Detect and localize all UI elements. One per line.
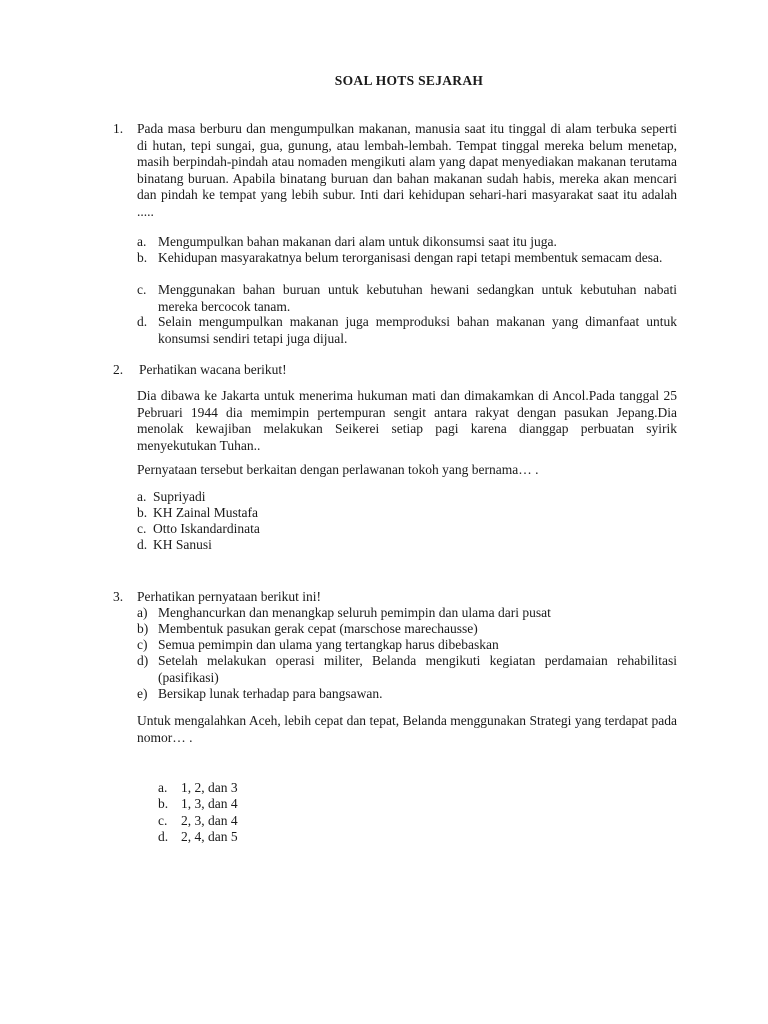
q2-option-c-text: Otto Iskandardinata — [153, 521, 260, 536]
q2-option-d-label: d. — [137, 537, 148, 552]
q2-option-c-label: c. — [137, 521, 147, 536]
q2-option-d-text: KH Sanusi — [153, 537, 212, 552]
q3-option-b-text: 1, 3, dan 4 — [181, 796, 238, 811]
question-2-prompt: Pernyataan tersebut berkaitan dengan perlawanan tokoh yang bernama… . — [137, 462, 539, 477]
document-title: SOAL HOTS SEJARAH — [334, 73, 484, 88]
q3-statement-a-text: Menghancurkan dan menangkap seluruh pemimpin dan ulama dari pusat — [158, 605, 551, 620]
q3-option-c — [158, 813, 358, 830]
q1-option-a-label: a. — [137, 234, 147, 249]
q2-option-a — [137, 489, 437, 506]
q3-option-d — [158, 829, 358, 846]
q3-option-c-label: c. — [158, 813, 168, 828]
q1-option-a-text: Mengumpulkan bahan makanan dari alam untuk dikonsumsi saat itu juga. — [158, 234, 557, 249]
q1-option-b — [137, 250, 677, 283]
q3-statement-b-label: b) — [137, 621, 149, 636]
question-3-number: 3. — [113, 589, 124, 604]
q3-statement-b-text: Membentuk pasukan gerak cepat (marschose marechausse) — [158, 621, 478, 636]
q2-option-d — [137, 537, 437, 554]
q1-option-b-label: b. — [137, 250, 148, 265]
q1-option-b-text: Kehidupan masyarakatnya belum terorganisasi dengan rapi tetapi membentuk semacam desa. — [158, 250, 663, 265]
question-3-intro: Perhatikan pernyataan berikut ini! — [137, 589, 322, 604]
q3-statement-b — [137, 621, 677, 638]
q3-option-a — [158, 780, 358, 797]
question-3-prompt: Untuk mengalahkan Aceh, lebih cepat dan tepat, Belanda menggunakan Strategi yang terdapat pada nomor… . — [137, 713, 677, 745]
q1-option-d-text: Selain mengumpulkan makanan juga memproduksi bahan makanan yang dimanfaat untuk konsumsi sendiri tetapi juga dijual. — [158, 314, 677, 346]
q1-option-a — [137, 234, 677, 251]
q3-option-a-label: a. — [158, 780, 168, 795]
q1-option-c — [137, 282, 677, 315]
q1-option-c-text: Menggunakan bahan buruan untuk kebutuhan hewani sedangkan untuk kebutuhan nabati mereka bercocok tanam. — [158, 282, 677, 314]
q3-statement-e — [137, 686, 677, 703]
question-1-stem: Pada masa berburu dan mengumpulkan makanan, manusia saat itu tinggal di alam terbuka seperti di hutan, tepi sungai, gua, gunung, atau lembah-lembah. Tempat tinggal mereka belum menetap, masih berpindah-pindah atau nomaden mengikuti alam yang dapat menyediakan makanan terutama binatang buruan. Apabila binatang buruan dan bahan makanan sudah habis, mereka akan mencari dan pindah ke tempat yang lebih subur. Inti dari kehidupan sehari-hari masyarakat saat itu adalah ..... — [137, 121, 677, 219]
q1-option-d-label: d. — [137, 314, 148, 329]
q3-statement-d-text: Setelah melakukan operasi militer, Belanda mengikuti kegiatan perdamaian rehabilitasi (pasifikasi) — [158, 653, 677, 685]
q3-option-a-text: 1, 2, dan 3 — [181, 780, 238, 795]
q2-option-b-text: KH Zainal Mustafa — [153, 505, 258, 520]
q2-option-b-label: b. — [137, 505, 148, 520]
q2-option-b — [137, 505, 437, 522]
q2-option-c — [137, 521, 437, 538]
q3-statement-a-label: a) — [137, 605, 148, 620]
q2-option-a-text: Supriyadi — [153, 489, 206, 504]
q1-option-c-label: c. — [137, 282, 147, 297]
q3-statement-e-text: Bersikap lunak terhadap para bangsawan. — [158, 686, 383, 701]
q3-statement-d — [137, 653, 677, 686]
question-1-number: 1. — [113, 121, 124, 136]
q3-statement-c-text: Semua pemimpin dan ulama yang tertangkap harus dibebaskan — [158, 637, 499, 652]
q3-option-b-label: b. — [158, 796, 169, 811]
q3-statement-d-label: d) — [137, 653, 149, 668]
question-2-passage: Dia dibawa ke Jakarta untuk menerima hukuman mati dan dimakamkan di Ancol.Pada tanggal 25 Pebruari 1944 dia memimpin pertempuran sengit antara rakyat dengan pasukan Jepang.Dia menolak kewajiban melakukan Seikerei setiap pagi karena dianggap perbuatan syirik menyekutukan Tuhan.. — [137, 388, 677, 453]
q3-statement-e-label: e) — [137, 686, 148, 701]
question-2-number: 2. — [113, 362, 124, 377]
q2-option-a-label: a. — [137, 489, 147, 504]
q3-statement-a — [137, 605, 677, 622]
q3-option-b — [158, 796, 358, 813]
q3-statement-c — [137, 637, 677, 654]
q3-option-c-text: 2, 3, dan 4 — [181, 813, 238, 828]
q1-option-d — [137, 314, 677, 347]
q3-statement-c-label: c) — [137, 637, 148, 652]
q3-option-d-text: 2, 4, dan 5 — [181, 829, 238, 844]
question-2-intro: Perhatikan wacana berikut! — [139, 362, 287, 377]
q3-option-d-label: d. — [158, 829, 169, 844]
